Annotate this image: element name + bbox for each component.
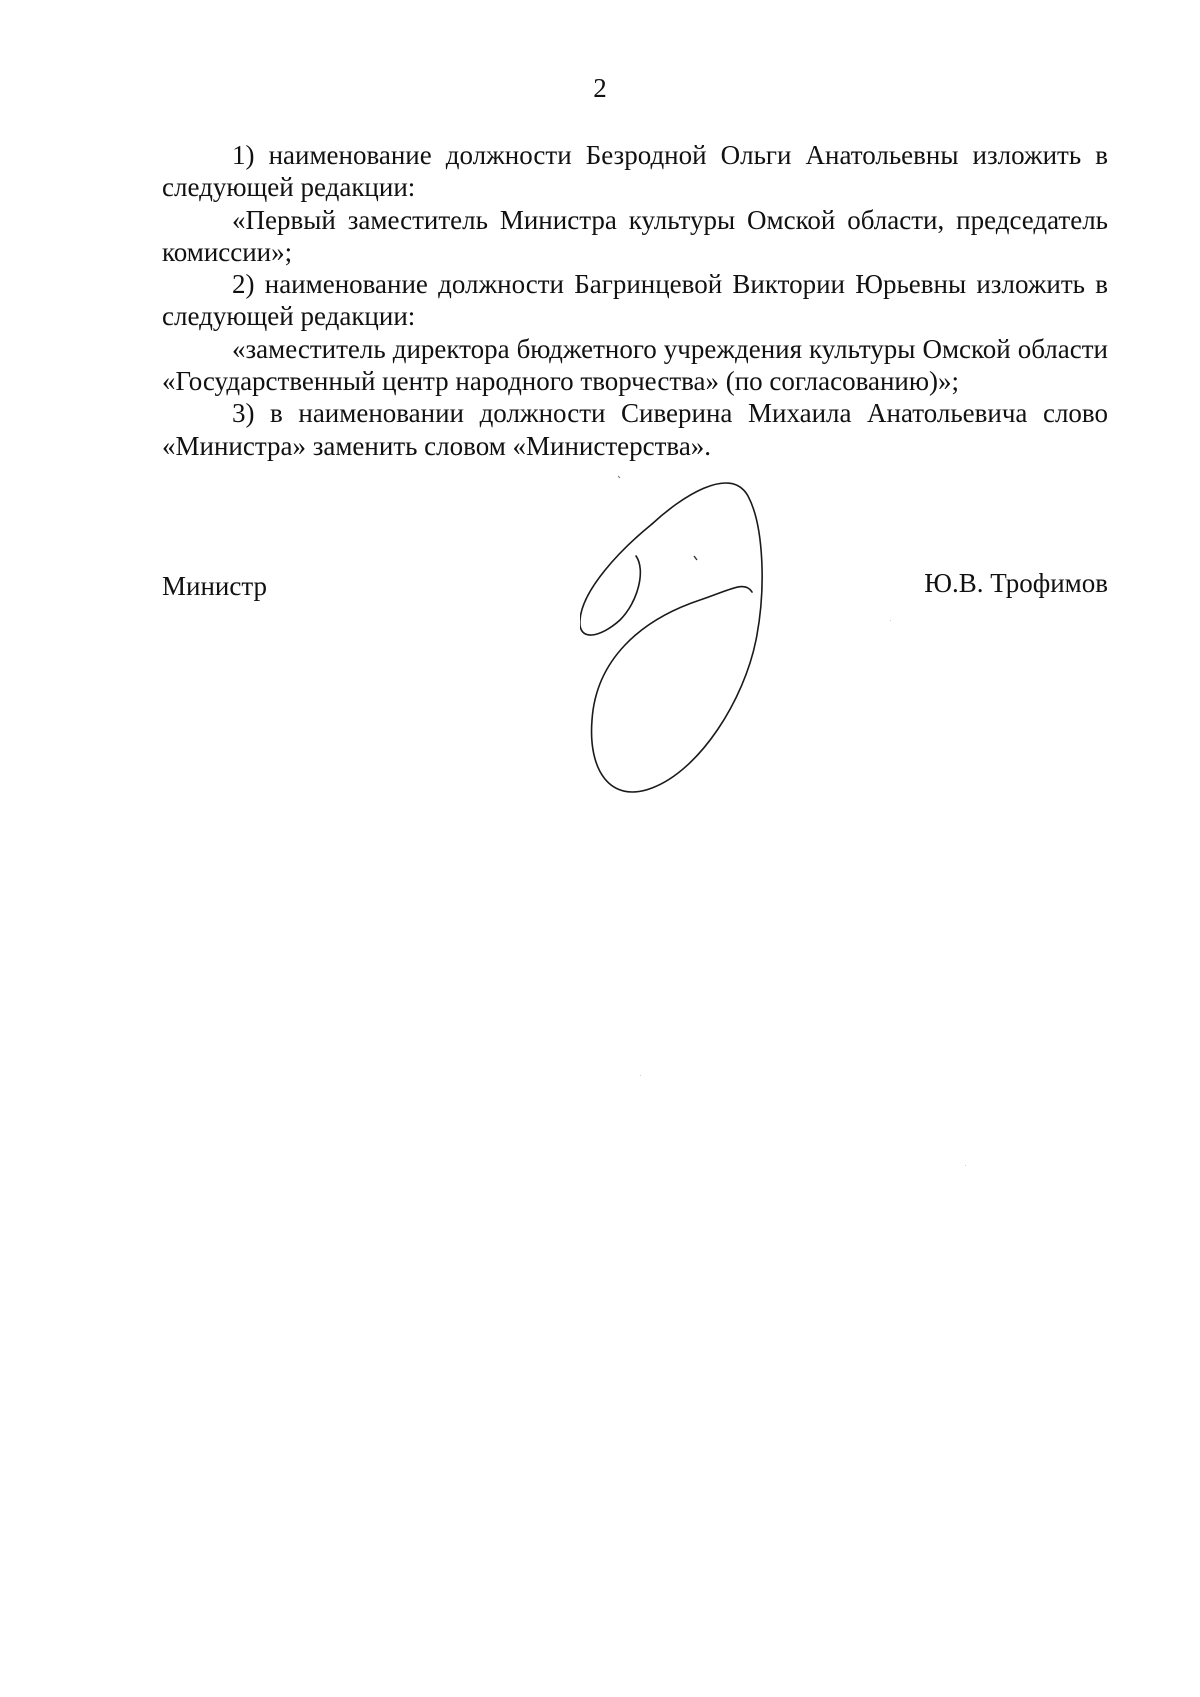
paragraph-1: 1) наименование должности Безродной Ольги Анатольевны изложить в следующей редакции: bbox=[162, 140, 1108, 203]
document-body bbox=[162, 139, 1108, 462]
paragraph-3: 2) наименование должности Багринцевой Виктории Юрьевны изложить в следующей редакции: bbox=[162, 269, 1108, 332]
position-title: Министр bbox=[162, 571, 267, 601]
paragraph-5: 3) в наименовании должности Сиверина Михаила Анатольевича слово «Министра» заменить словом «Министерства». bbox=[162, 398, 1108, 461]
handwritten-signature bbox=[580, 470, 820, 830]
signer-name: Ю.В. Трофимов bbox=[924, 568, 1108, 598]
paragraph-4: «заместитель директора бюджетного учреждения культуры Омской области «Государственный центр народного творчества» (по согласованию)»; bbox=[162, 333, 1108, 397]
scan-speck bbox=[640, 1075, 641, 1076]
paragraph-2: «Первый заместитель Министра культуры Омской области, председатель комиссии»; bbox=[162, 204, 1108, 267]
scan-speck bbox=[890, 620, 891, 621]
page-number: 2 bbox=[593, 73, 607, 103]
scan-speck bbox=[965, 1165, 966, 1166]
